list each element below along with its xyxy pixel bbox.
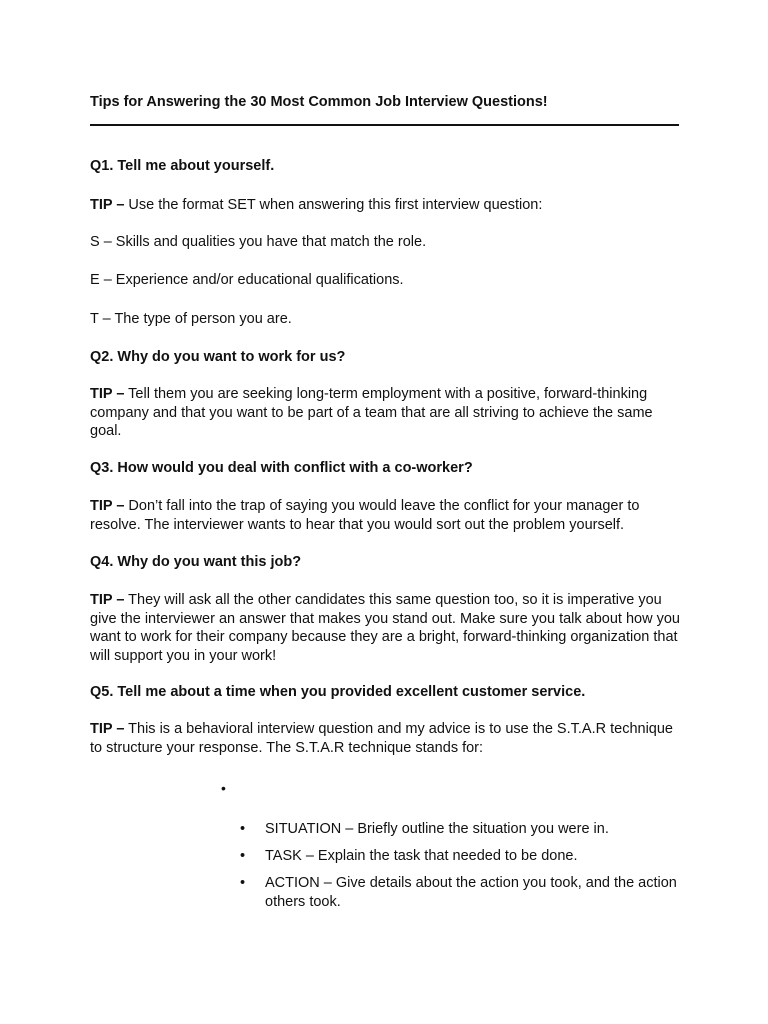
tip-label: TIP – xyxy=(90,197,125,213)
star-item-text: ACTION – Give details about the action you took, and the action others took. xyxy=(265,875,677,910)
set-item-t: T – The type of person you are. xyxy=(90,311,292,327)
star-list xyxy=(240,820,680,920)
set-item-e: E – Experience and/or educational qualifications. xyxy=(90,272,404,288)
tip-label: TIP – xyxy=(90,592,125,608)
tip-3 xyxy=(90,497,680,534)
question-3: Q3. How would you deal with conflict with a co-worker? xyxy=(90,460,473,476)
question-5: Q5. Tell me about a time when you provided excellent customer service. xyxy=(90,684,586,700)
tip-label: TIP – xyxy=(90,721,125,737)
tip-2 xyxy=(90,385,680,441)
star-item-text: SITUATION – Briefly outline the situation you were in. xyxy=(265,821,609,837)
tip-label: TIP – xyxy=(90,386,125,402)
question-1: Q1. Tell me about yourself. xyxy=(90,158,275,174)
tip-5-text: This is a behavioral interview question and my advice is to use the S.T.A.R technique to structure your response. The S.T.A.R technique stands for: xyxy=(90,721,673,756)
tip-4 xyxy=(90,591,680,665)
tip-label: TIP – xyxy=(90,498,125,514)
star-item-task xyxy=(240,847,680,866)
title-divider xyxy=(90,124,679,126)
star-item-action xyxy=(240,874,680,911)
set-item-s: S – Skills and qualities you have that match the role. xyxy=(90,234,427,250)
tip-4-text: They will ask all the other candidates this same question too, so it is imperative you give the interviewer an answer that makes you stand out. Make sure you talk about how you want to work for their company because they are a bright, forward-thinking organization that will support you in your work! xyxy=(90,592,680,664)
tip-3-text: Don’t fall into the trap of saying you would leave the conflict for your manager to resolve. The interviewer wants to hear that you would sort out the problem yourself. xyxy=(90,498,640,533)
empty-bullet: • xyxy=(221,780,226,796)
star-item-text: TASK – Explain the task that needed to be done. xyxy=(265,848,578,864)
document-title: Tips for Answering the 30 Most Common Job Interview Questions! xyxy=(90,94,548,110)
tip-5 xyxy=(90,720,680,757)
question-4: Q4. Why do you want this job? xyxy=(90,554,302,570)
document-page xyxy=(90,0,680,1024)
bullet-dot: • xyxy=(240,821,246,837)
star-item-situation xyxy=(240,820,680,839)
bullet-dot: • xyxy=(240,848,246,864)
tip-1-text: Use the format SET when answering this first interview question: xyxy=(124,197,543,213)
tip-1 xyxy=(90,196,680,215)
bullet-dot: • xyxy=(240,875,246,891)
tip-2-text: Tell them you are seeking long-term employment with a positive, forward-thinking company and that you want to be part of a team that are all striving to achieve the same goal. xyxy=(90,386,653,439)
question-2: Q2. Why do you want to work for us? xyxy=(90,349,346,365)
